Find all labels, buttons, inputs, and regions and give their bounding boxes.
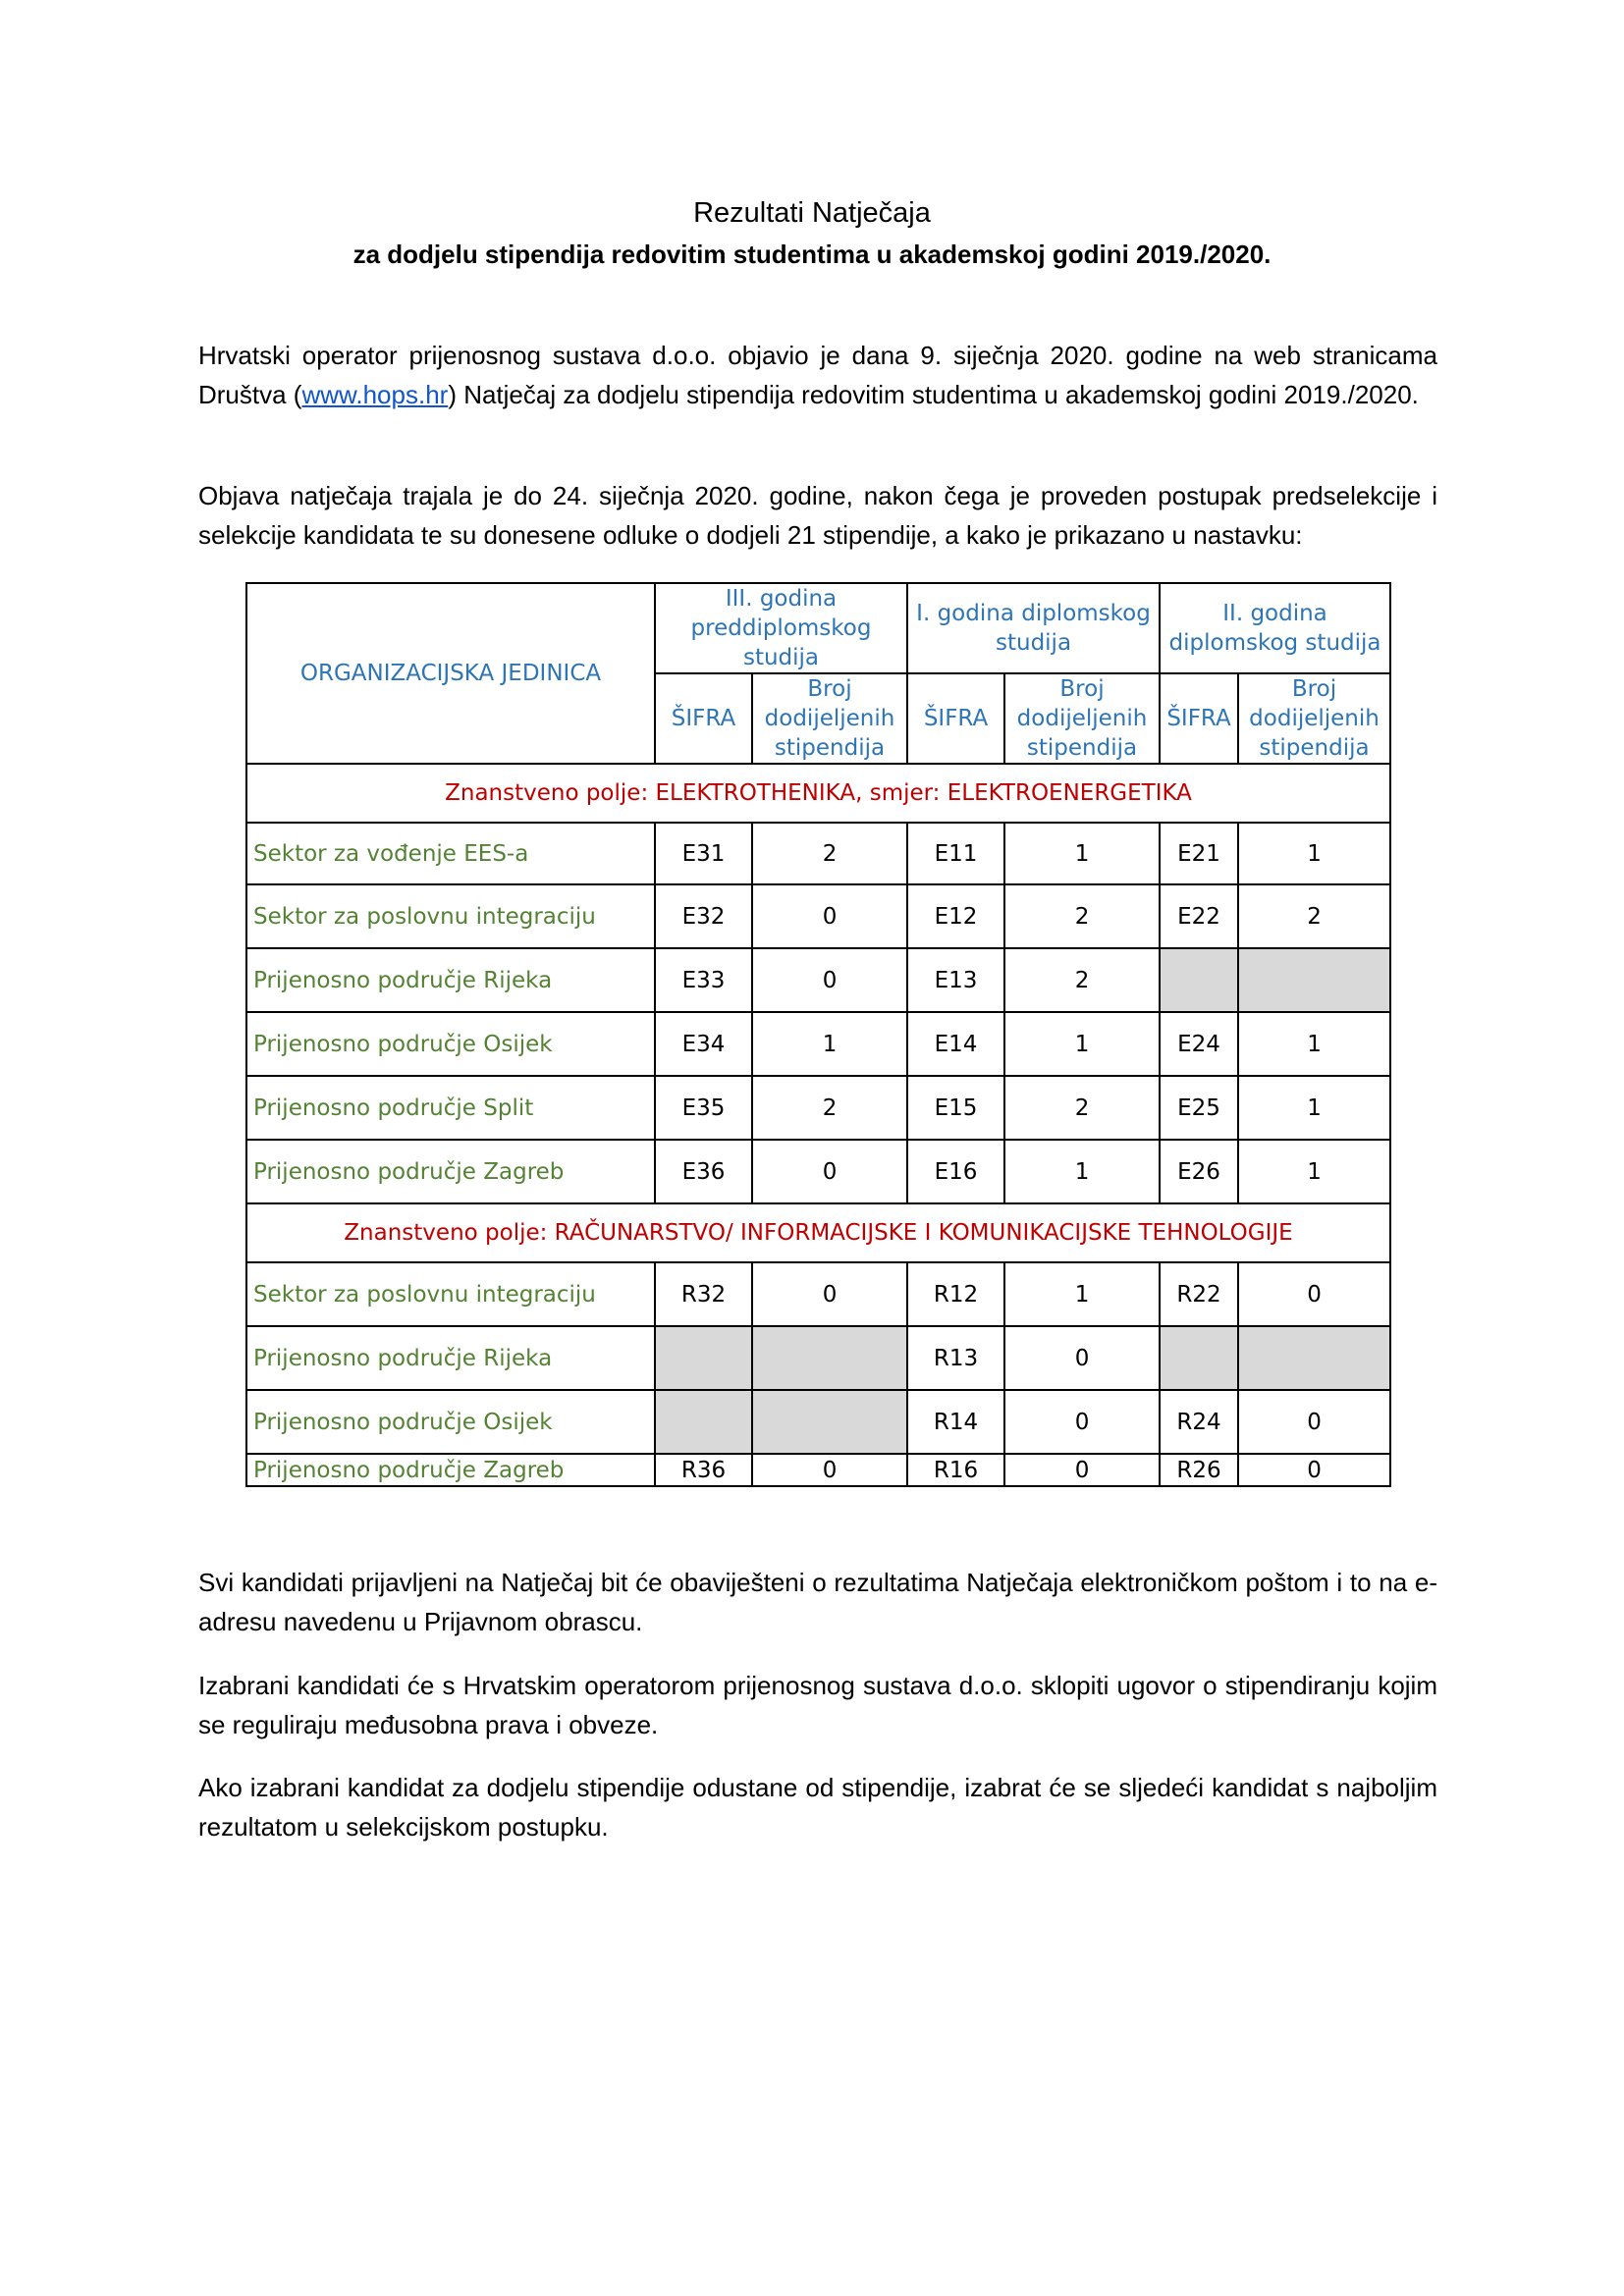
empty-cell: [1160, 948, 1238, 1012]
code-cell: R13: [907, 1326, 1004, 1390]
code-cell: E11: [907, 823, 1004, 884]
document-subtitle: za dodjelu stipendija redovitim studentima u akademskoj godini 2019./2020.: [352, 240, 1272, 269]
document-title: Rezultati Natječaja: [693, 197, 931, 229]
code-cell: E14: [907, 1012, 1004, 1076]
table-row: [246, 1012, 1390, 1076]
code-cell: E16: [907, 1140, 1004, 1203]
count-cell: 0: [752, 884, 907, 948]
count-cell: 0: [1238, 1262, 1390, 1326]
org-unit-cell: Prijenosno područje Rijeka: [246, 948, 655, 1012]
hops-website-link[interactable]: www.hops.hr: [301, 380, 449, 409]
table-row: [246, 1390, 1390, 1454]
org-unit-header: ORGANIZACIJSKA JEDINICA: [246, 583, 655, 764]
table-row: [246, 1140, 1390, 1203]
count-cell: 1: [1004, 823, 1160, 884]
count-cell: 0: [1004, 1326, 1160, 1390]
closing-paragraph-2: Izabrani kandidati će s Hrvatskim operatorom prijenosnog sustava d.o.o. sklopiti ugovor o stipendiranju kojim se reguliraju međusobna prava i obveze.: [198, 1671, 1437, 1739]
empty-cell: [655, 1326, 752, 1390]
table-row: [246, 1454, 1390, 1486]
code-cell: E34: [655, 1012, 752, 1076]
count-cell: 2: [1004, 1076, 1160, 1140]
code-cell: R14: [907, 1390, 1004, 1454]
code-cell: E26: [1160, 1140, 1238, 1203]
count-cell: 2: [752, 823, 907, 884]
count-cell: 0: [752, 1262, 907, 1326]
count-header: Broj dodijeljenih stipendija: [752, 673, 907, 764]
code-cell: E13: [907, 948, 1004, 1012]
count-cell: 1: [1004, 1012, 1160, 1076]
count-cell: 1: [1238, 1076, 1390, 1140]
code-cell: E15: [907, 1076, 1004, 1140]
count-cell: 1: [752, 1012, 907, 1076]
org-unit-cell: Prijenosno područje Split: [246, 1076, 655, 1140]
group-header-year3-undergrad: III. godina preddiplomskog studija: [655, 583, 907, 673]
closing-paragraph-3: Ako izabrani kandidat za dodjelu stipendije odustane od stipendije, izabrat će se sljedeći kandidat s najboljim rezultatom u selekcijskom postupku.: [198, 1773, 1437, 1842]
count-cell: 1: [1004, 1262, 1160, 1326]
code-cell: R32: [655, 1262, 752, 1326]
code-cell: E31: [655, 823, 752, 884]
count-cell: 0: [1004, 1454, 1160, 1486]
count-cell: 0: [752, 948, 907, 1012]
code-cell: E24: [1160, 1012, 1238, 1076]
intro-text-before-link: Hrvatski operator prijenosnog sustava d.o.o. objavio je dana 9. siječnja 2020. godine na web stranicama Društva (: [198, 341, 1437, 409]
code-cell: E25: [1160, 1076, 1238, 1140]
code-cell: R36: [655, 1454, 752, 1486]
code-header: ŠIFRA: [907, 673, 1004, 764]
group-header-year2-grad: II. godina diplomskog studija: [1160, 583, 1390, 673]
count-cell: 0: [1004, 1390, 1160, 1454]
section-title-electrical: Znanstveno polje: ELEKTROTHENIKA, smjer: ELEKTROENERGETIKA: [246, 764, 1390, 823]
count-cell: 1: [1238, 823, 1390, 884]
org-unit-cell: Prijenosno područje Rijeka: [246, 1326, 655, 1390]
count-header: Broj dodijeljenih stipendija: [1004, 673, 1160, 764]
section-title-computing: Znanstveno polje: RAČUNARSTVO/ INFORMACIJSKE I KOMUNIKACIJSKE TEHNOLOGIJE: [246, 1203, 1390, 1262]
count-cell: 1: [1238, 1140, 1390, 1203]
table-row: [246, 1076, 1390, 1140]
code-cell: E36: [655, 1140, 752, 1203]
org-unit-cell: Prijenosno područje Zagreb: [246, 1454, 655, 1486]
code-cell: E12: [907, 884, 1004, 948]
code-cell: R26: [1160, 1454, 1238, 1486]
intro-text-after-link: ) Natječaj za dodjelu stipendija redovitim studentima u akademskoj godini 2019./2020.: [448, 380, 1419, 409]
org-unit-cell: Prijenosno područje Zagreb: [246, 1140, 655, 1203]
code-cell: E22: [1160, 884, 1238, 948]
count-cell: 0: [1238, 1390, 1390, 1454]
empty-cell: [655, 1390, 752, 1454]
count-cell: 1: [1238, 1012, 1390, 1076]
code-cell: R12: [907, 1262, 1004, 1326]
table-row: [246, 948, 1390, 1012]
count-cell: 0: [752, 1140, 907, 1203]
empty-cell: [752, 1390, 907, 1454]
intro-paragraph-1: [198, 336, 1437, 414]
code-cell: E33: [655, 948, 752, 1012]
empty-cell: [1238, 1326, 1390, 1390]
table-row: [246, 823, 1390, 884]
code-cell: E32: [655, 884, 752, 948]
code-header: ŠIFRA: [1160, 673, 1238, 764]
empty-cell: [1238, 948, 1390, 1012]
org-unit-cell: Prijenosno područje Osijek: [246, 1390, 655, 1454]
count-cell: 2: [1004, 884, 1160, 948]
empty-cell: [1160, 1326, 1238, 1390]
org-unit-cell: Sektor za poslovnu integraciju: [246, 884, 655, 948]
table-row: [246, 1326, 1390, 1390]
count-cell: 2: [1238, 884, 1390, 948]
code-cell: E35: [655, 1076, 752, 1140]
org-unit-cell: Sektor za poslovnu integraciju: [246, 1262, 655, 1326]
closing-paragraph-1: Svi kandidati prijavljeni na Natječaj bit će obaviješteni o rezultatima Natječaja elektroničkom poštom i to na e-adresu navedenu u Prijavnom obrascu.: [198, 1568, 1437, 1636]
code-cell: E21: [1160, 823, 1238, 884]
count-cell: 2: [752, 1076, 907, 1140]
table-row: [246, 1262, 1390, 1326]
code-cell: R24: [1160, 1390, 1238, 1454]
code-header: ŠIFRA: [655, 673, 752, 764]
count-cell: 2: [1004, 948, 1160, 1012]
code-cell: R22: [1160, 1262, 1238, 1326]
group-header-year1-grad: I. godina diplomskog studija: [907, 583, 1160, 673]
org-unit-cell: Prijenosno područje Osijek: [246, 1012, 655, 1076]
org-unit-cell: Sektor za vođenje EES-a: [246, 823, 655, 884]
code-cell: R16: [907, 1454, 1004, 1486]
count-cell: 0: [752, 1454, 907, 1486]
count-cell: 1: [1004, 1140, 1160, 1203]
scholarship-results-table: [245, 582, 1391, 1487]
empty-cell: [752, 1326, 907, 1390]
count-header: Broj dodijeljenih stipendija: [1238, 673, 1390, 764]
table-row: [246, 884, 1390, 948]
count-cell: 0: [1238, 1454, 1390, 1486]
intro-paragraph-2: Objava natječaja trajala je do 24. siječnja 2020. godine, nakon čega je proveden postupak predselekcije i selekcije kandidata te su donesene odluke o dodjeli 21 stipendije, a kako je prikazano u nastavku:: [198, 481, 1437, 550]
